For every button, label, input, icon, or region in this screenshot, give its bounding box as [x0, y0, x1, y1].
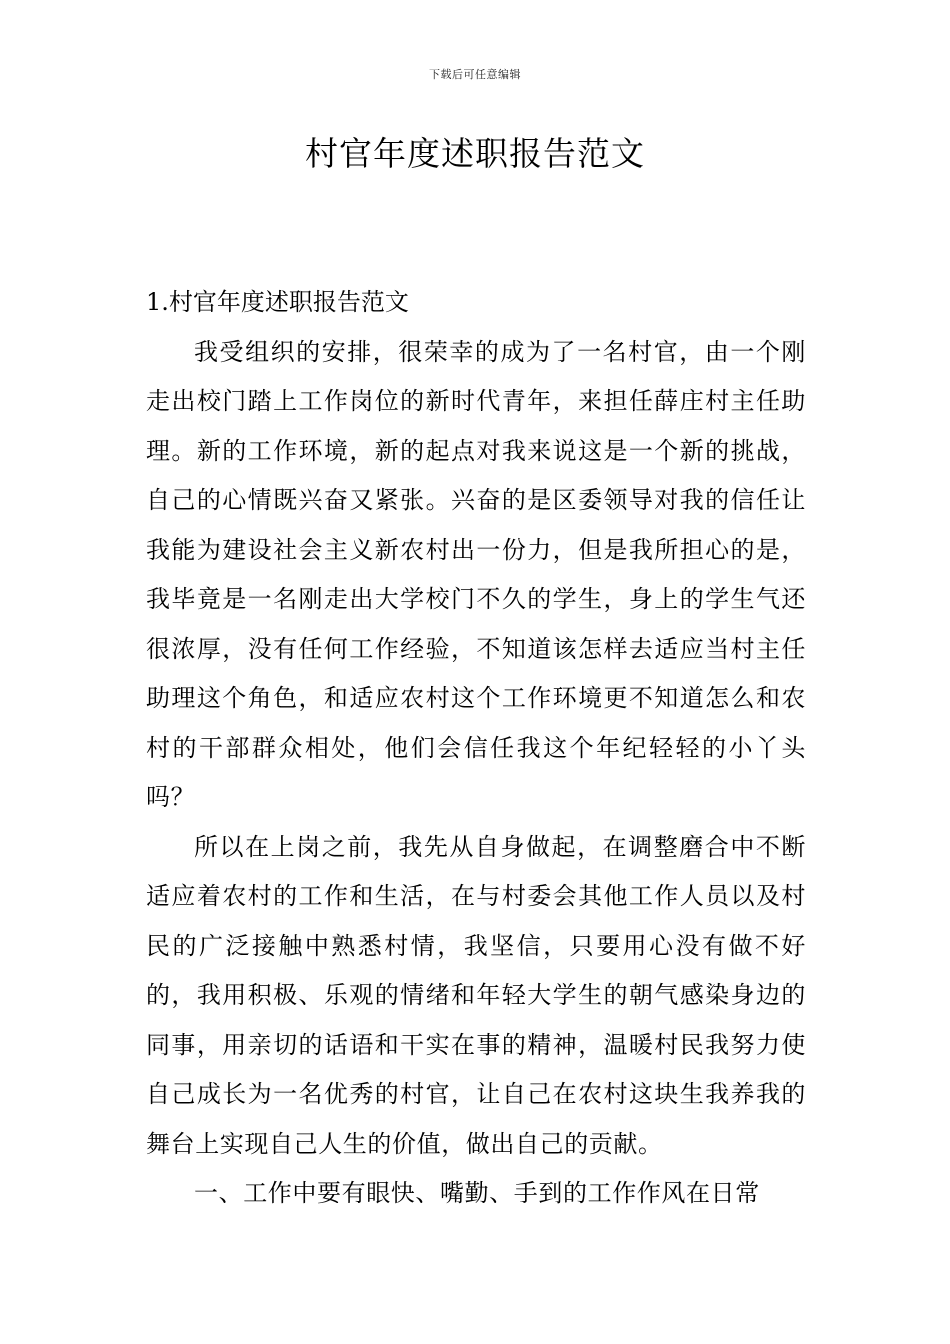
document-title: 村官年度述职报告范文 [305, 134, 645, 173]
paragraph-1: 我受组织的安排，很荣幸的成为了一名村官，由一个刚走出校门踏上工作岗位的新时代青年，来担任薛庄村主任助理。新的工作环境，新的起点对我来说这是一个新的挑战，自己的心情既兴奋又紧张。兴奋的是区委领导对我的信任让我能为建设社会主义新农村出一份力，但是我所担心的是，我毕竟是一名刚走出大学校门不久的学生，身上的学生气还很浓厚，没有任何工作经验，不知道该怎样去适应当村主任助理这个角色，和适应农村这个工作环境更不知道怎么和农村的干部群众相处，他们会信任我这个年纪轻轻的小丫头吗？ [146, 337, 806, 811]
paragraph-2: 所以在上岗之前，我先从自身做起，在调整磨合中不断适应着农村的工作和生活，在与村委会其他工作人员以及村民的广泛接触中熟悉村情，我坚信，只要用心没有做不好的，我用积极、乐观的情绪和年轻大学生的朝气感染身边的同事，用亲切的话语和干实在事的精神，温暖村民我努力使自己成长为一名优秀的村官，让自己在农村这块生我养我的舞台上实现自己人生的价值，做出自己的贡献。 [146, 832, 806, 1158]
section-heading: 1.村官年度述职报告范文 [146, 288, 409, 316]
paragraph-3: 一、工作中要有眼快、嘴勤、手到的工作作风在日常 [194, 1179, 760, 1207]
header-note: 下载后可任意编辑 [429, 68, 521, 81]
document-body [146, 278, 806, 1219]
